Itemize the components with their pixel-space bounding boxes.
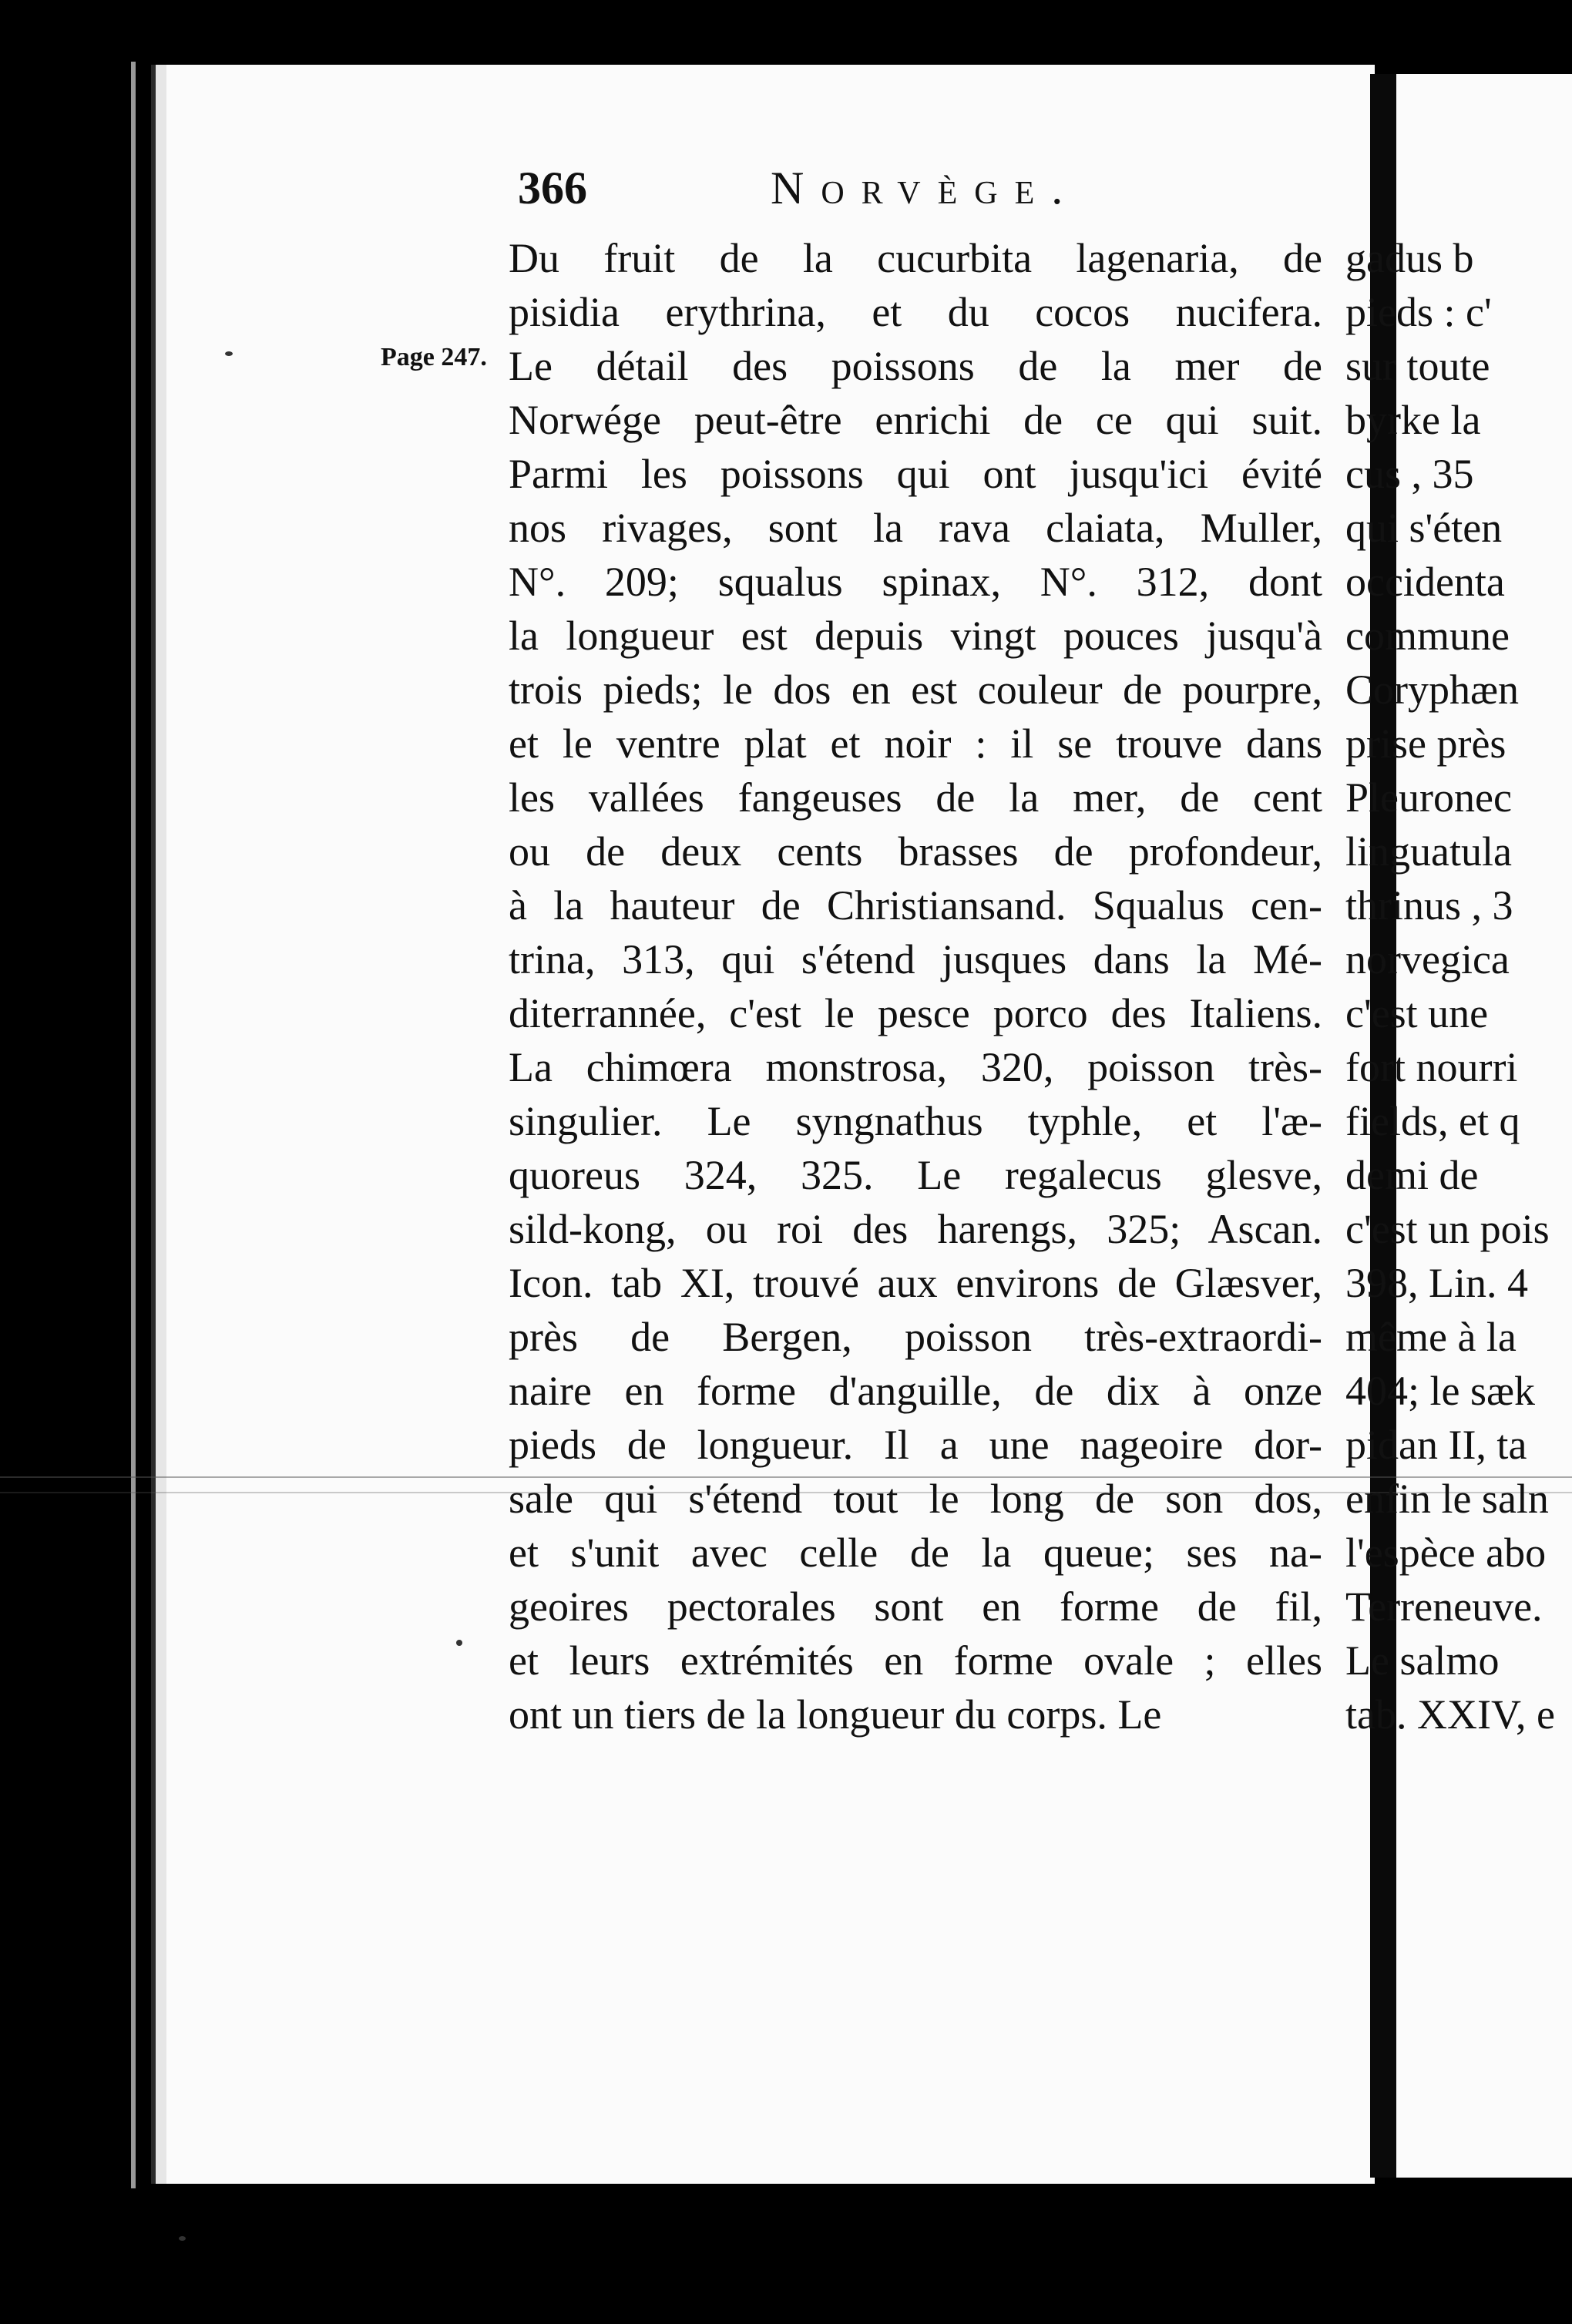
- text-line: trina, 313, qui s'étend jusques dans la Mé-: [509, 936, 1322, 982]
- marginal-note: Page 247.: [381, 343, 487, 371]
- text-line: l'espèce abo: [1345, 1530, 1547, 1576]
- text-line: et le ventre plat et noir : il se trouve dans: [509, 720, 1322, 767]
- text-line: pidan II, ta: [1345, 1422, 1527, 1468]
- ink-speck: [179, 2236, 186, 2241]
- text-line: Icon. tab XI, trouvé aux environs de Glæsver,: [509, 1260, 1322, 1306]
- text-line: la longueur est depuis vingt pouces jusqu'à: [509, 613, 1322, 659]
- text-line: qui s'éten: [1345, 505, 1503, 551]
- text-line: commune: [1345, 613, 1510, 659]
- text-line: tab. XXIV, e: [1345, 1691, 1555, 1738]
- text-line: et leurs extrémités en forme ovale ; elles: [509, 1637, 1322, 1684]
- text-line: 404; le sæk: [1345, 1368, 1536, 1414]
- page-edge-shadow: [131, 62, 136, 2188]
- text-line: même à la: [1345, 1314, 1517, 1360]
- running-title: Norvège.: [771, 163, 1080, 213]
- ink-speck: [225, 351, 233, 356]
- text-line: norvegica: [1345, 936, 1510, 982]
- right-body-text-fragment: [1345, 231, 1572, 1741]
- text-line: occidenta: [1345, 559, 1505, 605]
- ink-speck: [456, 1640, 462, 1646]
- text-line: ont un tiers de la longueur du corps. Le: [509, 1691, 1162, 1738]
- text-line: fields, et q: [1345, 1098, 1520, 1144]
- text-line: fort nourri: [1345, 1044, 1518, 1090]
- text-line: sur toute: [1345, 343, 1490, 389]
- text-line: diterrannée, c'est le pesce porco des Italiens.: [509, 990, 1322, 1036]
- text-line: et s'unit avec celle de la queue; ses na-: [509, 1530, 1322, 1576]
- text-line: pieds : c': [1345, 289, 1492, 335]
- text-line: pieds de longueur. Il a une nageoire dor-: [509, 1422, 1322, 1468]
- text-line: Parmi les poissons qui ont jusqu'ici évité: [509, 451, 1322, 497]
- text-line: Le détail des poissons de la mer de: [509, 343, 1322, 389]
- page-header: [518, 162, 1103, 223]
- text-line: Terreneuve.: [1345, 1583, 1543, 1630]
- text-line: naire en forme d'anguille, de dix à onze: [509, 1368, 1322, 1414]
- text-line: Norwége peut-être enrichi de ce qui suit.: [509, 397, 1322, 443]
- text-line: geoires pectorales sont en forme de fil,: [509, 1583, 1322, 1630]
- text-line: quoreus 324, 325. Le regalecus glesve,: [509, 1152, 1322, 1198]
- left-body-text: [509, 231, 1322, 1741]
- text-line: linguatula: [1345, 828, 1512, 875]
- page-number: 366: [518, 163, 587, 213]
- text-line: à la hauteur de Christiansand. Squalus cen-: [509, 882, 1322, 929]
- text-line: Coryphæn: [1345, 667, 1520, 713]
- text-line: demi de: [1345, 1152, 1479, 1198]
- text-line: Pleuronec: [1345, 774, 1512, 821]
- text-line: sale qui s'étend tout le long de son dos,: [509, 1476, 1322, 1522]
- text-line: prise près: [1345, 720, 1506, 767]
- text-line: trois pieds; le dos en est couleur de pourpre,: [509, 667, 1322, 713]
- text-line: byrke la: [1345, 397, 1481, 443]
- text-line: enfin le saln: [1345, 1476, 1549, 1522]
- text-line: cus , 35: [1345, 451, 1474, 497]
- text-line: pisidia erythrina, et du cocos nucifera.: [509, 289, 1322, 335]
- text-line: singulier. Le syngnathus typhle, et l'æ-: [509, 1098, 1322, 1144]
- text-line: Du fruit de la cucurbita lagenaria, de: [509, 235, 1322, 281]
- text-line: sild-kong, ou roi des harengs, 325; Ascan.: [509, 1206, 1322, 1252]
- text-line: c'est une: [1345, 990, 1489, 1036]
- text-line: c'est un pois: [1345, 1206, 1550, 1252]
- text-line: gadus b: [1345, 235, 1474, 281]
- text-line: nos rivages, sont la rava claiata, Muller,: [509, 505, 1322, 551]
- text-line: 398, Lin. 4: [1345, 1260, 1528, 1306]
- text-line: Le salmo: [1345, 1637, 1500, 1684]
- text-line: ou de deux cents brasses de profondeur,: [509, 828, 1322, 875]
- text-line: les vallées fangeuses de la mer, de cent: [509, 774, 1322, 821]
- text-line: N°. 209; squalus spinax, N°. 312, dont: [509, 559, 1322, 605]
- text-line: près de Bergen, poisson très-extraordi-: [509, 1314, 1322, 1360]
- text-line: La chimœra monstrosa, 320, poisson très-: [509, 1044, 1322, 1090]
- text-line: thrinus , 3: [1345, 882, 1513, 929]
